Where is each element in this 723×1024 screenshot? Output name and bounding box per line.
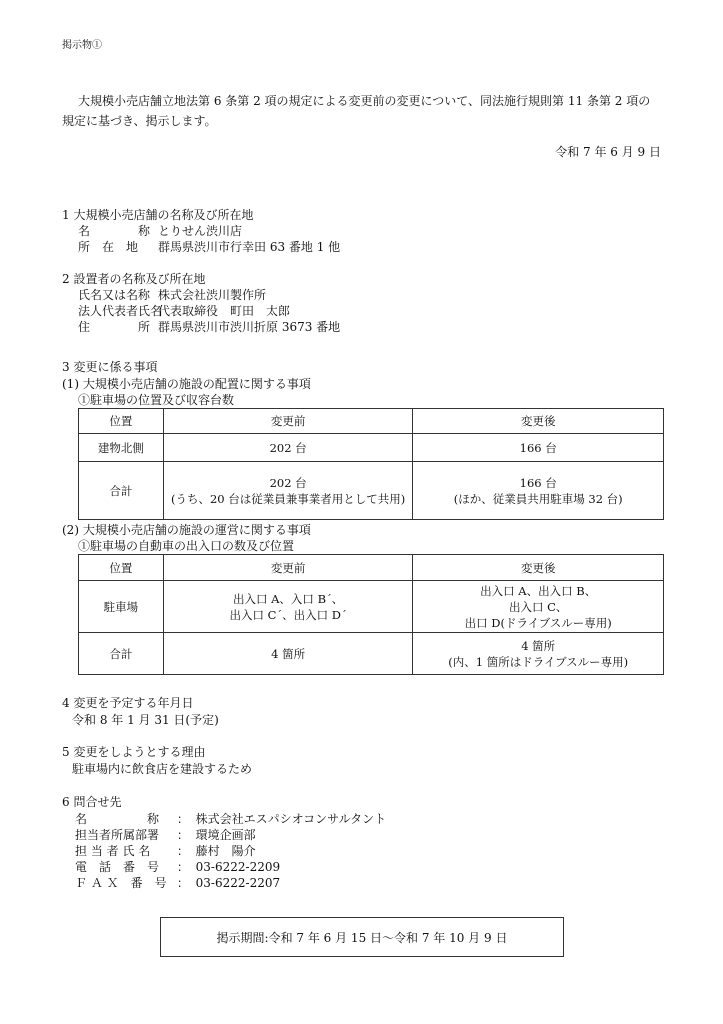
cell-line: 4 箇所 <box>521 638 556 653</box>
table-cell-position: 合計 <box>79 462 164 520</box>
table-cell-after <box>413 581 664 633</box>
change-reason-value: 駐車場内に飲食店を建設するため <box>72 762 253 776</box>
contact-row <box>75 858 280 875</box>
cell-line: 出口 D(ドライブスルー専用) <box>464 615 612 630</box>
table-header-position: 位置 <box>79 409 164 434</box>
table-header-position: 位置 <box>79 555 164 581</box>
cell-line: 出入口 C、 <box>508 599 568 614</box>
table-cell-after: 166 台 <box>413 434 664 462</box>
section-2-heading: 2 設置者の名称及び所在地 <box>62 272 206 286</box>
contact-colon: ： <box>176 828 189 842</box>
intro-line-2: 規定に基づき、掲示します。 <box>62 114 217 128</box>
cell-line: 出入口 A、入口 B´、 <box>232 591 344 606</box>
table-cell-position: 駐車場 <box>79 581 164 633</box>
change-date-value: 令和 8 年 1 月 31 日(予定) <box>72 713 219 727</box>
contact-row <box>75 810 386 827</box>
table-cell-before: 4 箇所 <box>163 633 413 675</box>
cell-line: (うち、20 台は従業員兼事業者用として共用) <box>171 491 406 506</box>
contact-colon: ： <box>176 860 189 874</box>
contact-row <box>75 874 280 891</box>
contact-value: 03-6222-2209 <box>195 860 281 874</box>
section-3-heading: 3 変更に係る事項 <box>62 360 158 374</box>
owner-name-label: 氏名又は名称 <box>78 288 151 302</box>
cell-line: 出入口 A、出入口 B、 <box>480 583 597 598</box>
contact-value: 環境企画部 <box>195 828 256 842</box>
parking-capacity-table <box>78 408 664 520</box>
cell-line: (内、1 箇所はドライブスルー専用) <box>448 654 629 669</box>
posting-period-box <box>160 917 564 957</box>
subsection-1-item: ①駐車場の位置及び収容台数 <box>78 393 235 407</box>
representative-value: 代表取締役 町田 太郎 <box>158 304 291 318</box>
contact-label: 電 話 番 号 <box>75 860 160 874</box>
contact-value: 藤村 陽介 <box>195 844 256 858</box>
table-header-before: 変更前 <box>163 555 413 581</box>
table-cell-after <box>413 462 664 520</box>
contact-value: 株式会社エスパシオコンサルタント <box>195 812 387 826</box>
section-6-heading: 6 問合せ先 <box>62 795 122 809</box>
table-header-after: 変更後 <box>413 409 664 434</box>
cell-line: 166 台 <box>519 475 557 490</box>
store-location-value: 群馬県渋川市行幸田 63 番地 1 他 <box>158 240 341 254</box>
store-location-label: 所 在 地 <box>78 240 139 254</box>
contact-label: 担 当 者 氏 名 <box>75 844 151 858</box>
contact-colon: ： <box>176 876 189 890</box>
subsection-1-heading: (1) 大規模小売店舗の施設の配置に関する事項 <box>62 377 311 391</box>
subsection-2-heading: (2) 大規模小売店舗の施設の運営に関する事項 <box>62 523 311 537</box>
contact-row <box>75 826 256 843</box>
contact-colon: ： <box>176 812 189 826</box>
table-cell-before: 202 台 <box>163 434 413 462</box>
table-header-after: 変更後 <box>413 555 664 581</box>
table-header-before: 変更前 <box>163 409 413 434</box>
notice-date: 令和 7 年 6 月 9 日 <box>555 145 661 159</box>
cell-line: 202 台 <box>269 475 307 490</box>
table-cell-position: 建物北側 <box>79 434 164 462</box>
contact-label: Ｆ Ａ Ｘ 番 号 <box>75 876 167 890</box>
section-5-heading: 5 変更をしようとする理由 <box>62 745 206 759</box>
contact-row <box>75 842 256 859</box>
table-cell-position: 合計 <box>79 633 164 675</box>
owner-address-label: 住 所 <box>78 320 151 334</box>
owner-address-value: 群馬県渋川市渋川折原 3673 番地 <box>158 320 341 334</box>
section-1-heading: 1 大規模小売店舗の名称及び所在地 <box>62 208 254 222</box>
section-4-heading: 4 変更を予定する年月日 <box>62 696 194 710</box>
cell-line: (ほか、従業員共用駐車場 32 台) <box>453 491 623 506</box>
contact-label: 名 称 <box>75 812 160 826</box>
owner-name-value: 株式会社渋川製作所 <box>158 288 267 302</box>
store-name-value: とりせん渋川店 <box>158 224 243 238</box>
cell-line: 出入口 C´、出入口 D´ <box>229 607 347 622</box>
posting-period-text: 掲示期間:令和 7 年 6 月 15 日～令和 7 年 10 月 9 日 <box>216 930 508 945</box>
store-name-label: 名 称 <box>78 224 151 238</box>
document-label: 掲示物① <box>62 40 102 51</box>
contact-label: 担当者所属部署 <box>75 828 160 842</box>
parking-entrance-table <box>78 554 664 675</box>
subsection-2-item: ①駐車場の自動車の出入口の数及び位置 <box>78 539 295 553</box>
contact-colon: ： <box>176 844 189 858</box>
intro-line-1: 大規模小売店舗立地法第 6 条第 2 項の規定による変更前の変更について、同法施行規則第 11 条第 2 項の <box>78 94 651 108</box>
table-cell-before <box>163 462 413 520</box>
representative-label: 法人代表者氏名 <box>78 304 163 318</box>
contact-value: 03-6222-2207 <box>195 876 281 890</box>
table-cell-before <box>163 581 413 633</box>
table-cell-after <box>413 633 664 675</box>
